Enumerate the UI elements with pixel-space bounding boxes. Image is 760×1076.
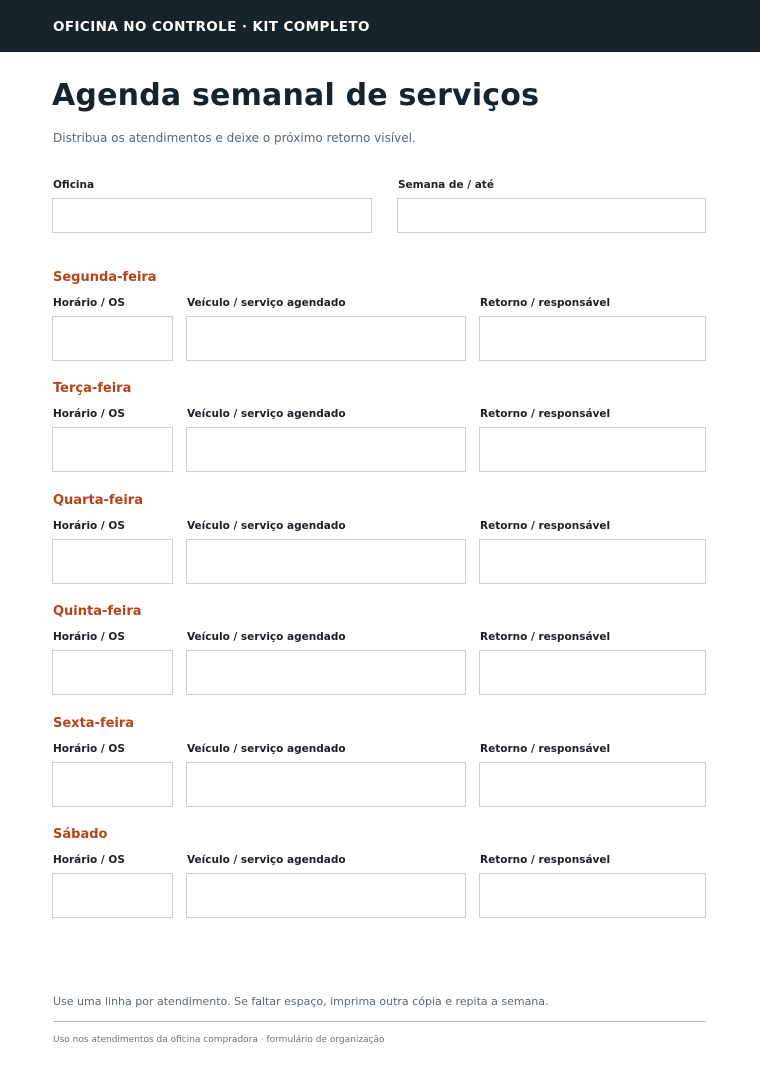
retorno-field-quarta-feira[interactable] [479, 539, 706, 584]
veiculo-field-sexta-feira[interactable] [186, 762, 466, 807]
column-label-retorno: Retorno / responsável [480, 743, 611, 755]
top-banner [0, 0, 760, 52]
day-heading-sabado: Sábado [53, 827, 108, 842]
semana-label: Semana de / até [398, 179, 494, 191]
usage-note: Use uma linha por atendimento. Se faltar espaço, imprima outra cópia e repita a semana. [53, 995, 549, 1008]
column-label-retorno: Retorno / responsável [480, 520, 611, 532]
column-label-retorno: Retorno / responsável [480, 297, 611, 309]
retorno-field-sabado[interactable] [479, 873, 706, 918]
retorno-field-sexta-feira[interactable] [479, 762, 706, 807]
horario-field-sabado[interactable] [52, 873, 173, 918]
column-label-horario: Horário / OS [53, 408, 125, 420]
column-label-veiculo: Veículo / serviço agendado [187, 854, 346, 866]
retorno-field-segunda-feira[interactable] [479, 316, 706, 361]
column-label-horario: Horário / OS [53, 297, 125, 309]
column-label-retorno: Retorno / responsável [480, 631, 611, 643]
day-heading-terca-feira: Terça-feira [53, 381, 132, 396]
column-label-horario: Horário / OS [53, 743, 125, 755]
column-label-horario: Horário / OS [53, 520, 125, 532]
column-label-veiculo: Veículo / serviço agendado [187, 520, 346, 532]
footer-divider [53, 1021, 706, 1022]
veiculo-field-terca-feira[interactable] [186, 427, 466, 472]
column-label-veiculo: Veículo / serviço agendado [187, 408, 346, 420]
retorno-field-terca-feira[interactable] [479, 427, 706, 472]
oficina-field[interactable] [52, 198, 372, 233]
footer-text: Uso nos atendimentos da oficina compradora · formulário de organização [53, 1035, 385, 1045]
veiculo-field-quarta-feira[interactable] [186, 539, 466, 584]
horario-field-terca-feira[interactable] [52, 427, 173, 472]
retorno-field-quinta-feira[interactable] [479, 650, 706, 695]
day-heading-sexta-feira: Sexta-feira [53, 716, 135, 731]
column-label-retorno: Retorno / responsável [480, 408, 611, 420]
veiculo-field-sabado[interactable] [186, 873, 466, 918]
day-heading-segunda-feira: Segunda-feira [53, 270, 157, 285]
column-label-horario: Horário / OS [53, 854, 125, 866]
oficina-label: Oficina [53, 179, 95, 191]
day-heading-quinta-feira: Quinta-feira [53, 604, 142, 619]
day-heading-quarta-feira: Quarta-feira [53, 493, 143, 508]
column-label-veiculo: Veículo / serviço agendado [187, 297, 346, 309]
horario-field-sexta-feira[interactable] [52, 762, 173, 807]
column-label-veiculo: Veículo / serviço agendado [187, 743, 346, 755]
brand-label: OFICINA NO CONTROLE · KIT COMPLETO [53, 19, 370, 35]
semana-field[interactable] [397, 198, 706, 233]
horario-field-quinta-feira[interactable] [52, 650, 173, 695]
column-label-horario: Horário / OS [53, 631, 125, 643]
column-label-veiculo: Veículo / serviço agendado [187, 631, 346, 643]
veiculo-field-segunda-feira[interactable] [186, 316, 466, 361]
veiculo-field-quinta-feira[interactable] [186, 650, 466, 695]
horario-field-segunda-feira[interactable] [52, 316, 173, 361]
column-label-retorno: Retorno / responsável [480, 854, 611, 866]
page-subtitle: Distribua os atendimentos e deixe o próximo retorno visível. [53, 131, 416, 145]
page-title: Agenda semanal de serviços [52, 78, 540, 113]
horario-field-quarta-feira[interactable] [52, 539, 173, 584]
